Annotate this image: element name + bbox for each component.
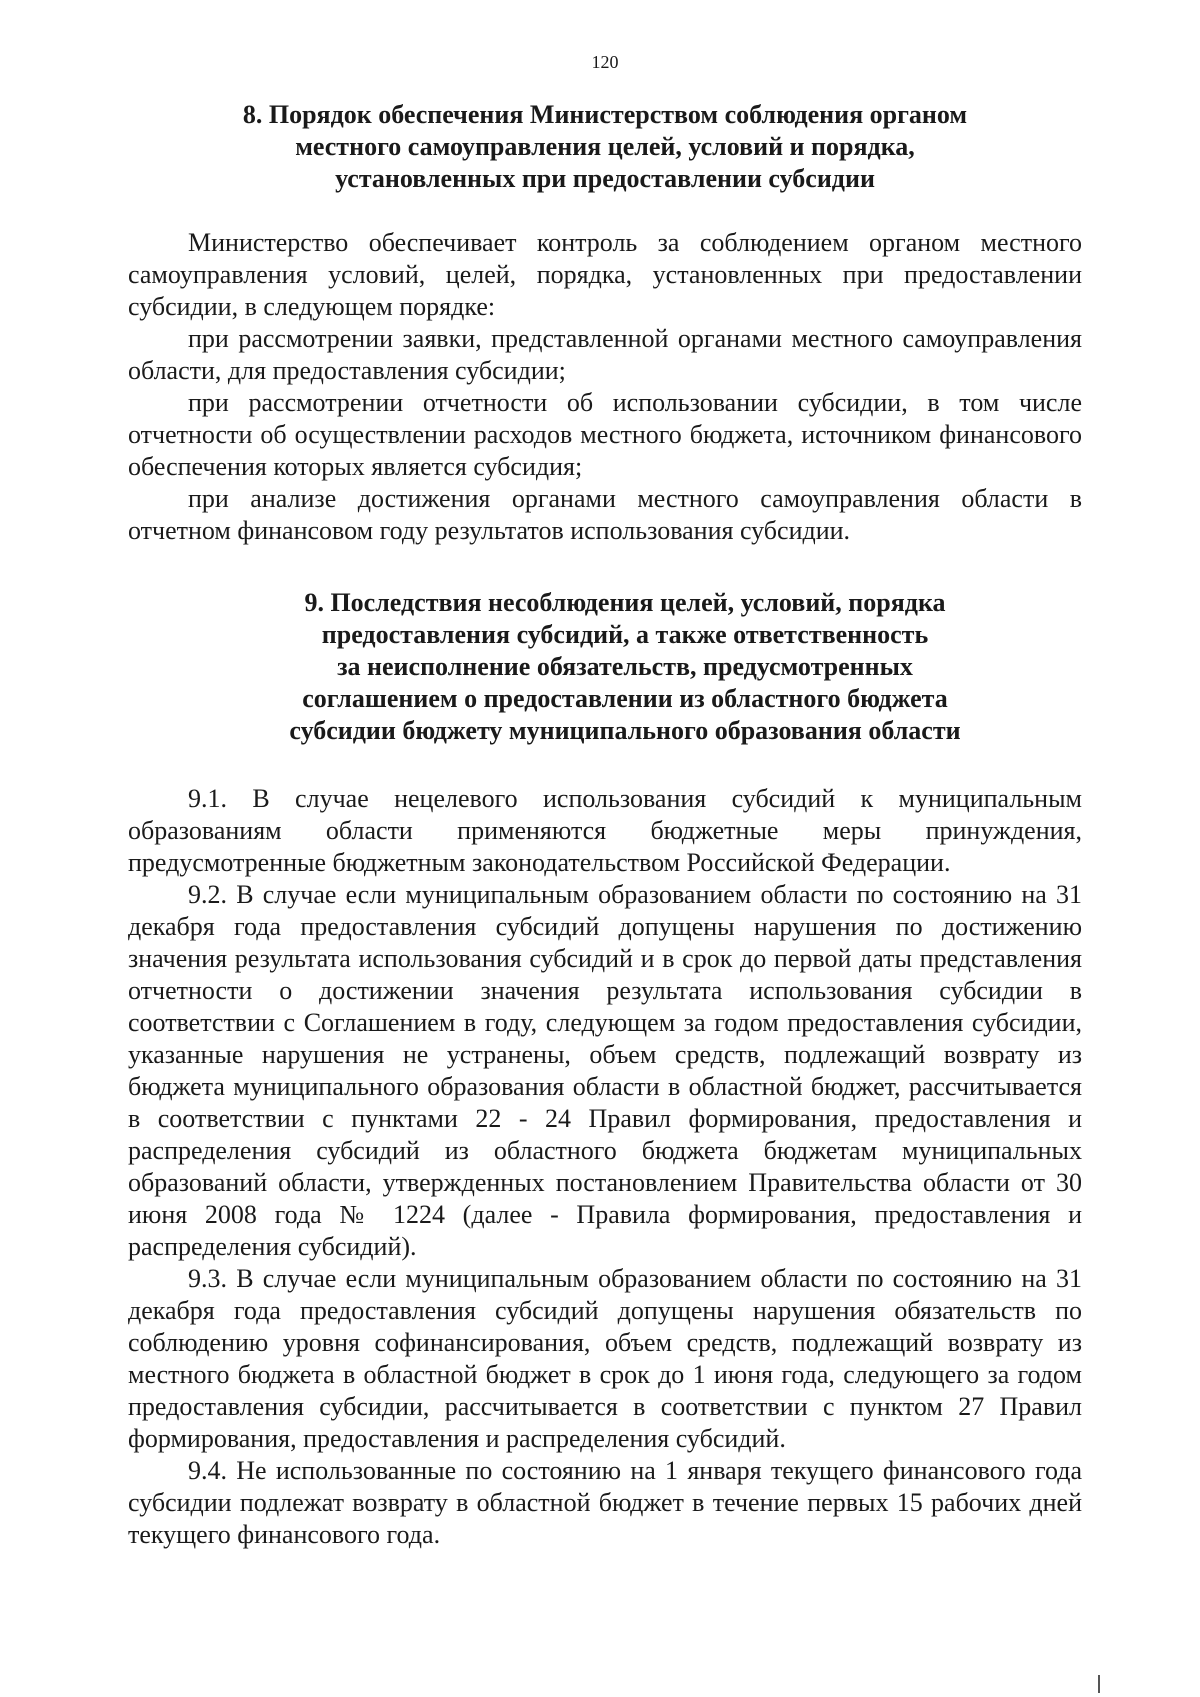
paragraph-9-3: 9.3. В случае если муниципальным образованием области по состоянию на 31 декабря года предоставления субсидий допущены нарушения обязательств по соблюдению уровня софинансирования, объем средств, подлежащий возврату из местного бюджета в областной бюджет в срок до 1 июня года, следующего за годом предоставления субсидии, рассчитывается в соответствии с пунктом 27 Правил формирования, предоставления и распределения субсидий. bbox=[128, 1264, 1082, 1453]
paragraph: при рассмотрении отчетности об использовании субсидии, в том числе отчетности об осуществлении расходов местного бюджета, источником финансового обеспечения которых является субсидия; bbox=[128, 388, 1082, 481]
section-8-heading-line: местного самоуправления целей, условий и порядка, bbox=[295, 132, 915, 161]
section-8-heading-line: установленных при предоставлении субсидии bbox=[335, 164, 875, 193]
scan-mark bbox=[1098, 1675, 1100, 1693]
section-9-heading-line: 9. Последствия несоблюдения целей, условий, порядка bbox=[304, 588, 946, 617]
section-9-heading-line: соглашением о предоставлении из областного бюджета bbox=[302, 684, 948, 713]
section-8-heading-line: 8. Порядок обеспечения Министерством соблюдения органом bbox=[242, 100, 968, 129]
section-9-heading-line: субсидии бюджету муниципального образования области bbox=[289, 716, 961, 745]
section-9-body bbox=[128, 783, 1082, 1551]
paragraph: Министерство обеспечивает контроль за соблюдением органом местного самоуправления условий, целей, порядка, установленных при предоставлении субсидии, в следующем порядке: bbox=[128, 228, 1082, 321]
section-9-heading-line: предоставления субсидий, а также ответственность bbox=[321, 620, 929, 649]
paragraph: при рассмотрении заявки, представленной органами местного самоуправления области, для предоставления субсидии; bbox=[128, 324, 1082, 385]
section-8-body bbox=[128, 227, 1082, 547]
page-number: 120 bbox=[591, 52, 619, 72]
paragraph-9-1: 9.1. В случае нецелевого использования субсидий к муниципальным образованиям области применяются бюджетные меры принуждения, предусмотренные бюджетным законодательством Российской Федерации. bbox=[128, 784, 1082, 877]
paragraph-9-2: 9.2. В случае если муниципальным образованием области по состоянию на 31 декабря года предоставления субсидий допущены нарушения по достижению значения результата использования субсидий и в срок до первой даты представления отчетности о достижении значения результата использования субсидии в соответствии с Соглашением в году, следующем за годом предоставления субсидии, указанные нарушения не устранены, объем средств, подлежащий возврату из бюджета муниципального образования области в областной бюджет, рассчитывается в соответствии с пунктами 22 - 24 Правил формирования, предоставления и распределения субсидий из областного бюджета бюджетам муниципальных образований области, утвержденных постановлением Правительства области от 30 июня 2008 года № 1224 (далее - Правила формирования, предоставления и распределения субсидий). bbox=[128, 880, 1082, 1261]
section-9-heading bbox=[128, 587, 1082, 747]
paragraph: при анализе достижения органами местного самоуправления области в отчетном финансовом году результатов использования субсидии. bbox=[128, 484, 1082, 545]
section-9-heading-line: за неисполнение обязательств, предусмотренных bbox=[337, 652, 913, 681]
section-8-heading bbox=[128, 99, 1082, 195]
paragraph-9-4: 9.4. Не использованные по состоянию на 1 января текущего финансового года субсидии подлежат возврату в областной бюджет в течение первых 15 рабочих дней текущего финансового года. bbox=[128, 1456, 1082, 1549]
